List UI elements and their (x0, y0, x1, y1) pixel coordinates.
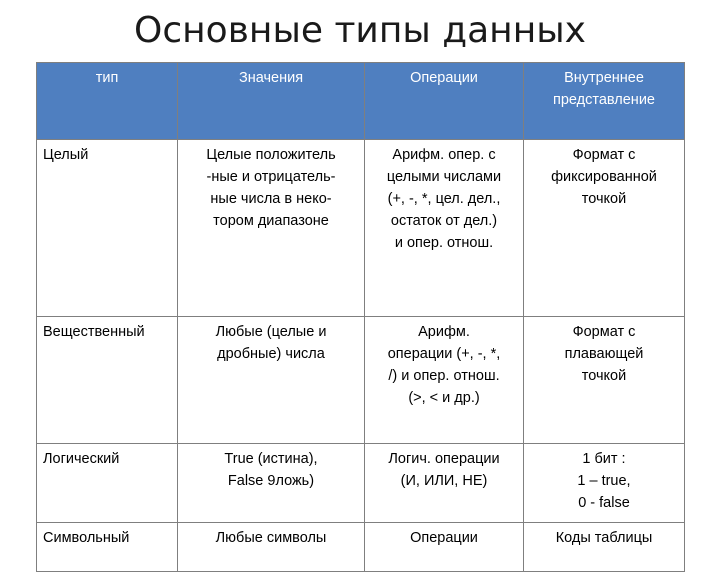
header-operations: Операции (365, 63, 524, 140)
table-header-row (37, 63, 685, 140)
slide-title: Основные типы данных (134, 10, 586, 51)
table-row (37, 140, 685, 317)
header-values: Значения (178, 63, 365, 140)
header-representation: Внутреннее представление (524, 63, 685, 140)
cell-operations: Арифм. операции (+, -, *, /) и опер. отнош. (>, < и др.) (365, 317, 524, 444)
header-type: тип (37, 63, 178, 140)
cell-representation: Коды таблицы (524, 523, 685, 572)
table-row (37, 523, 685, 572)
cell-representation: Формат с плавающей точкой (524, 317, 685, 444)
data-types-table (36, 62, 685, 572)
cell-type: Символьный (37, 523, 178, 572)
cell-values: Любые (целые и дробные) числа (178, 317, 365, 444)
table-row (37, 317, 685, 444)
cell-representation: Формат с фиксированной точкой (524, 140, 685, 317)
cell-type: Целый (37, 140, 178, 317)
cell-values: Любые символы (178, 523, 365, 572)
cell-type: Вещественный (37, 317, 178, 444)
cell-representation: 1 бит : 1 – true, 0 - false (524, 444, 685, 523)
cell-operations: Логич. операции (И, ИЛИ, НЕ) (365, 444, 524, 523)
table-row (37, 444, 685, 523)
cell-values: True (истина), False 9ложь) (178, 444, 365, 523)
cell-operations: Операции (365, 523, 524, 572)
cell-type: Логический (37, 444, 178, 523)
cell-operations: Арифм. опер. с целыми числами (+, -, *, цел. дел., остаток от дел.) и опер. отнош. (365, 140, 524, 317)
cell-values: Целые положитель -ные и отрицатель- ные числа в неко- тором диапазоне (178, 140, 365, 317)
